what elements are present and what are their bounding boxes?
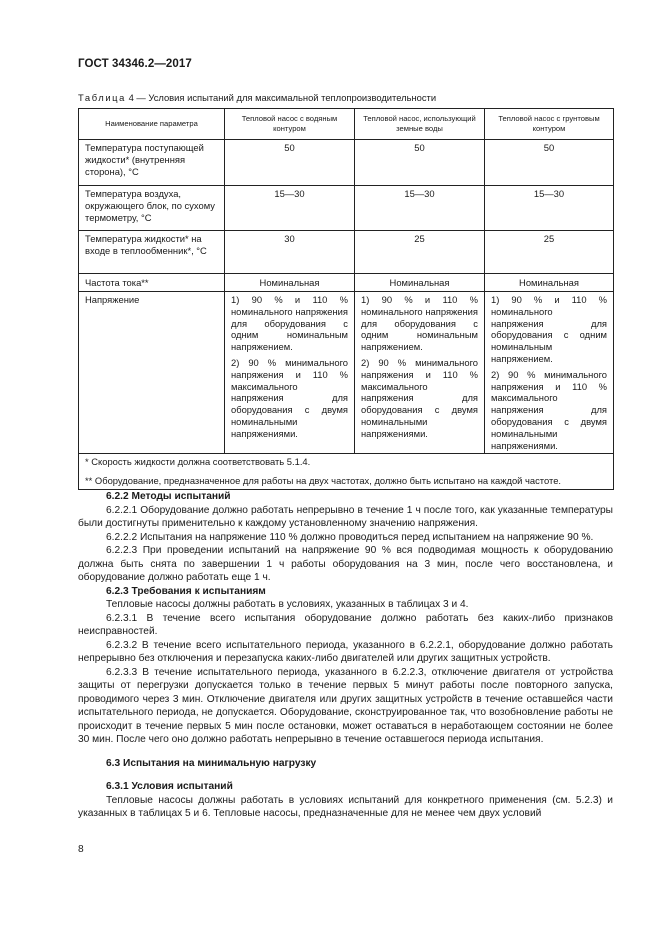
voltage-option: 1) 90 % и 110 % номинального напряжения для оборудования с одним номинальным напряжением.	[361, 294, 478, 353]
table-row	[79, 186, 614, 231]
header-ground-loop: Тепловой насос с грунтовым контуром	[485, 109, 614, 140]
voltage-cell	[355, 292, 485, 454]
table-row	[79, 231, 614, 274]
row-value: 15—30	[485, 186, 614, 231]
section-6-3-1-title: 6.3.1 Условия испытаний	[106, 781, 233, 792]
note-2: ** Оборудование, предназначенное для работы на двух частотах, должно быть испытано на каждой частоте.	[85, 474, 562, 486]
table-row	[79, 274, 614, 292]
table-caption-title: — Условия испытаний для максимальной теплопроизводительности	[133, 92, 437, 103]
table-header-row	[79, 109, 614, 140]
table-notes	[79, 454, 614, 490]
row-value: 50	[225, 140, 355, 186]
row-value: 50	[485, 140, 614, 186]
table-caption	[78, 92, 436, 103]
paragraph-6-2-3-3: 6.2.3.3 В течение испытательного периода, указанного в 6.2.2.3, отключение двигателя от устройства защиты от перегрузки допускается только в течение первых 5 минут работы после повторного запуска, проводимого через 3 мин. Отключение двигателя или других защитных устройств в течение оставшейся части испытательного периода, не допускается. Оборудование, сконструированное так, что возобновление работы не происходит в течение первых 5 мин после остановки, может оставаться в неработающем состоянии не более 30 мин. После чего оно должно работать непрерывно в течение оставшегося периода испытания.	[78, 666, 613, 745]
row-value: 15—30	[225, 186, 355, 231]
paragraph-6-2-2-2: 6.2.2.2 Испытания на напряжение 110 % должно проводиться перед испытанием на напряжение 90 %.	[106, 531, 594, 543]
row-param: Температура жидкости* на входе в теплообменник*, °С	[79, 231, 225, 274]
table-caption-number: 4	[128, 92, 134, 103]
header-ground-water: Тепловой насос, использующий земные воды	[355, 109, 485, 140]
row-value: 15—30	[355, 186, 485, 231]
page-number: 8	[78, 844, 84, 855]
row-value: 25	[355, 231, 485, 274]
row-param: Температура воздуха, окружающего блок, по сухому термометру, °С	[79, 186, 225, 231]
section-6-2-3-title: 6.2.3 Требования к испытаниям	[106, 585, 266, 597]
document-header: ГОСТ 34346.2—2017	[78, 58, 192, 70]
row-value: 25	[485, 231, 614, 274]
row-value: Номинальная	[485, 274, 614, 292]
table-caption-label: Таблица	[78, 92, 126, 103]
voltage-cell	[225, 292, 355, 454]
note-1: * Скорость жидкости должна соответствовать 5.1.4.	[85, 456, 311, 468]
header-parameter: Наименование параметра	[79, 109, 225, 140]
row-param: Температура поступающей жидкости* (внутренняя сторона), °С	[79, 140, 225, 186]
voltage-option: 2) 90 % минимального напряжения и 110 % максимального напряжения для оборудования с двумя номинальными напряжениями.	[231, 356, 348, 439]
voltage-cell	[485, 292, 614, 454]
header-water-loop: Тепловой насос с водяным контуром	[225, 109, 355, 140]
voltage-option: 1) 90 % и 110 % номинального напряжения для оборудования с одним номинальным напряжением.	[491, 294, 607, 364]
voltage-option: 2) 90 % минимального напряжения и 110 % максимального напряжения для оборудования с двумя номинальными напряжениями.	[491, 368, 607, 451]
paragraph-6-2-3-1: 6.2.3.1 В течение всего испытания оборудование должно работать без каких-либо признаков неисправностей.	[78, 612, 613, 637]
voltage-option: 2) 90 % минимального напряжения и 110 % максимального напряжения для оборудования с двумя номинальными напряжениями.	[361, 356, 478, 439]
row-value: Номинальная	[225, 274, 355, 292]
paragraph-6-2-2-1: 6.2.2.1 Оборудование должно работать непрерывно в течение 1 ч после того, как указанные температуры были достигнуты применительно к каждому установленному значению напряжения.	[78, 504, 613, 529]
body-text	[78, 490, 613, 821]
row-value: 30	[225, 231, 355, 274]
row-value: 50	[355, 140, 485, 186]
voltage-option: 1) 90 % и 110 % номинального напряжения для оборудования с одним номинальным напряжением.	[231, 294, 348, 353]
row-param: Частота тока**	[79, 274, 225, 292]
table-row	[79, 140, 614, 186]
paragraph-6-2-3-2: 6.2.3.2 В течение всего испытательного периода, указанного в 6.2.2.1, оборудование должно работать непрерывно без отключения и перезапуска каких-либо двигателей или других защитных устройств.	[78, 639, 613, 664]
notes-row	[79, 454, 614, 490]
row-value: Номинальная	[355, 274, 485, 292]
paragraph-6-2-3: Тепловые насосы должны работать в условиях, указанных в таблицах 3 и 4.	[106, 599, 469, 610]
conditions-table	[78, 108, 614, 490]
voltage-row	[79, 292, 614, 454]
section-6-2-2-title: 6.2.2 Методы испытаний	[106, 491, 231, 502]
paragraph-6-2-2-3: 6.2.2.3 При проведении испытаний на напряжение 90 % вся подводимая мощность к оборудованию должна быть снята по завершении 1 ч работы оборудования на 3 мин, после чего восстановлена, и оборудование должно работать еще 1 ч.	[78, 545, 613, 583]
section-6-3-title: 6.3 Испытания на минимальную нагрузку	[106, 757, 317, 769]
row-param: Напряжение	[79, 292, 225, 454]
paragraph-6-3-1: Тепловые насосы должны работать в условиях испытаний для конкретного применения (см. 5.2.3) и указанных в таблицах 5 и 6. Тепловые насосы, предназначенные для не менее чем двух условий	[78, 794, 613, 819]
